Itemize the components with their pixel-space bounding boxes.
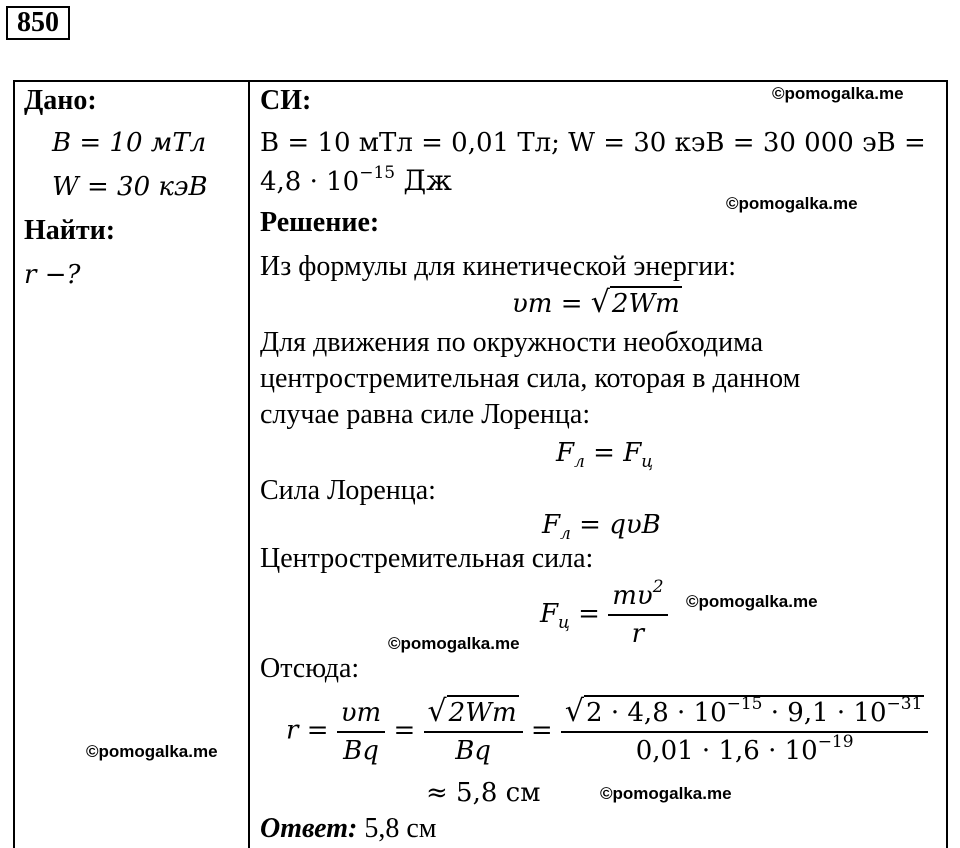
si-line1: B = 10 мТл = 0,01 Тл; W = 30 кэВ = 30 000 эВ = <box>260 128 926 158</box>
find-heading: Найти: <box>24 215 116 246</box>
solution-heading: Решение: <box>260 207 380 238</box>
solution-text-2c: случае равна силе Лоренца: <box>260 399 591 430</box>
formula-lorentz: $F_л = q\upsilon B$ <box>542 510 661 544</box>
solution-text-3: Сила Лоренца: <box>260 475 436 506</box>
find-value: r −? <box>24 260 81 290</box>
problem-number: 850 <box>6 6 70 40</box>
solution-text-4: Центростремительная сила: <box>260 543 594 574</box>
si-line2: $4,8 \cdot 10^{-15}$ Дж <box>260 163 452 197</box>
column-divider <box>248 80 250 848</box>
watermark: ©pomogalka.me <box>772 84 904 103</box>
given-w: W = 30 кэВ <box>52 172 208 202</box>
solution-text-2a: Для движения по окружности необходима <box>260 327 764 358</box>
watermark: ©pomogalka.me <box>86 742 218 761</box>
watermark: ©pomogalka.me <box>686 592 818 611</box>
given-heading: Дано: <box>24 85 97 116</box>
si-heading: СИ: <box>260 85 312 116</box>
formula-momentum: υm = √2Wm <box>512 285 680 320</box>
solution-text-5: Отсюда: <box>260 653 360 684</box>
solution-text-2b: центростремительная сила, которая в данном <box>260 363 801 394</box>
watermark: ©pomogalka.me <box>388 634 520 653</box>
approx-result: ≈ 5,8 см <box>426 778 541 808</box>
formula-force-equality: $F_л = F_ц$ <box>556 438 654 472</box>
watermark: ©pomogalka.me <box>726 194 858 213</box>
watermark: ©pomogalka.me <box>600 784 732 803</box>
given-b: B = 10 мТл <box>52 128 207 158</box>
formula-centripetal: $F_ц$ = $\frac{m\upsilon^2}{r}$ <box>540 578 668 652</box>
solution-text-1: Из формулы для кинетической энергии: <box>260 251 737 282</box>
answer-line: Ответ: 5,8 см <box>260 813 437 844</box>
formula-radius: r = $\frac{\upsilon m}{Bq}$ = $\frac{√2Wm}{Bq}$ = $\frac{√2 \cdot 4,8 \cdot 10^{-15} \cdot 9,1 \cdot 10^{-31}}{0,01 \cdot 1,6 \cdot 10^{-19}}$ <box>286 694 928 769</box>
